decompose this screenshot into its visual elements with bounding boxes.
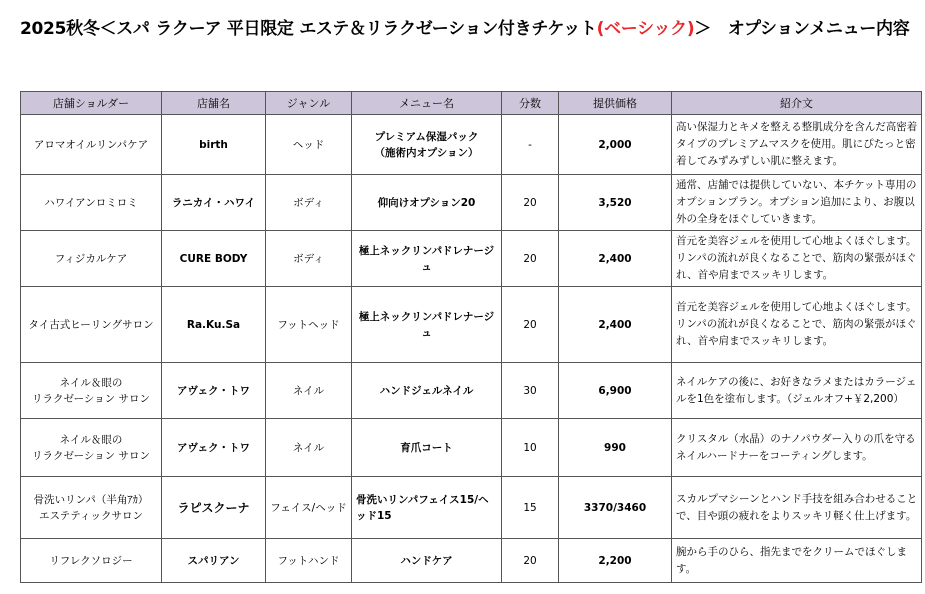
cell-minutes: - [502, 115, 559, 175]
table-row [21, 231, 922, 287]
cell-shoulder: ネイル＆眼の リラクゼーション サロン [21, 363, 162, 419]
cell-shoulder: フィジカルケア [21, 231, 162, 287]
cell-desc: 通常、店舗では提供していない、本チケット専用のオプションプラン。オプション追加により、お腹以外の全身をほぐしていきます。 [672, 175, 922, 231]
cell-desc: 高い保湿力とキメを整える整肌成分を含んだ高密着タイプのプレミアムマスクを使用。肌にぴたっと密着してみずみずしい肌に整えます。 [672, 115, 922, 175]
cell-minutes: 20 [502, 231, 559, 287]
cell-menu: 仰向けオプション20 [352, 175, 502, 231]
cell-shoulder: リフレクソロジー [21, 539, 162, 583]
cell-genre: ヘッド [266, 115, 352, 175]
header-price: 提供価格 [559, 92, 672, 115]
cell-shoulder: タイ古式ヒーリングサロン [21, 287, 162, 363]
cell-shop: アヴェク・トワ [162, 419, 266, 477]
cell-genre: フットハンド [266, 539, 352, 583]
cell-minutes: 30 [502, 363, 559, 419]
cell-desc: 首元を美容ジェルを使用して心地よくほぐします。リンパの流れが良くなることで、筋肉の緊張がほぐれ、首や肩までスッキリします。 [672, 231, 922, 287]
title-suffix: ＞ オプションメニュー内容 [694, 19, 910, 39]
cell-menu: 極上ネックリンパドレナージュ [352, 231, 502, 287]
cell-price: 2,400 [559, 287, 672, 363]
cell-shoulder: ハワイアンロミロミ [21, 175, 162, 231]
header-minutes: 分数 [502, 92, 559, 115]
table-row [21, 115, 922, 175]
header-shoulder: 店舗ショルダー [21, 92, 162, 115]
table-header-row [21, 92, 922, 115]
cell-genre: ネイル [266, 363, 352, 419]
cell-desc: クリスタル（水晶）のナノパウダー入りの爪を守るネイルハードナーをコーティングします。 [672, 419, 922, 477]
cell-menu: ハンドジェルネイル [352, 363, 502, 419]
header-desc: 紹介文 [672, 92, 922, 115]
table-row [21, 287, 922, 363]
cell-minutes: 20 [502, 175, 559, 231]
cell-desc: スカルプマシーンとハンド手技を組み合わせることで、目や頭の疲れをよりスッキリ軽く仕上げます。 [672, 477, 922, 539]
cell-desc: 首元を美容ジェルを使用して心地よくほぐします。リンパの流れが良くなることで、筋肉の緊張がほぐれ、首や肩までスッキリします。 [672, 287, 922, 363]
cell-genre: ボディ [266, 175, 352, 231]
header-genre: ジャンル [266, 92, 352, 115]
cell-shop: CURE BODY [162, 231, 266, 287]
cell-minutes: 10 [502, 419, 559, 477]
cell-shop: birth [162, 115, 266, 175]
cell-shop: ラニカイ・ハワイ [162, 175, 266, 231]
cell-menu: プレミアム保湿パック （施術内オプション） [352, 115, 502, 175]
cell-genre: フットヘッド [266, 287, 352, 363]
cell-price: 3,520 [559, 175, 672, 231]
cell-genre: ボディ [266, 231, 352, 287]
cell-shoulder: 骨洗いリンパ（半角ｱｶ） エステティックサロン [21, 477, 162, 539]
table-row [21, 363, 922, 419]
cell-shop: アヴェク・トワ [162, 363, 266, 419]
table-row [21, 175, 922, 231]
cell-genre: フェイス/ヘッド [266, 477, 352, 539]
cell-shop: ラピスクーナ [162, 477, 266, 539]
cell-price: 2,200 [559, 539, 672, 583]
cell-price: 6,900 [559, 363, 672, 419]
cell-minutes: 20 [502, 539, 559, 583]
header-menu: メニュー名 [352, 92, 502, 115]
cell-desc: 腕から手のひら、指先までをクリームでほぐします。 [672, 539, 922, 583]
table-row [21, 419, 922, 477]
page-title [20, 14, 920, 38]
title-highlight: (ベーシック) [596, 19, 695, 39]
cell-price: 3370/3460 [559, 477, 672, 539]
title-prefix: 2025秋冬＜スパ ラクーア 平日限定 エステ＆リラクゼーション付きチケット [20, 19, 597, 39]
cell-shop: スパリアン [162, 539, 266, 583]
cell-minutes: 20 [502, 287, 559, 363]
cell-price: 2,000 [559, 115, 672, 175]
cell-shoulder: ネイル＆眼の リラクゼーション サロン [21, 419, 162, 477]
cell-genre: ネイル [266, 419, 352, 477]
cell-shop: Ra.Ku.Sa [162, 287, 266, 363]
cell-shoulder: アロマオイルリンパケア [21, 115, 162, 175]
cell-menu: 骨洗いリンパフェイス15/ヘッド15 [352, 477, 502, 539]
header-shop: 店舗名 [162, 92, 266, 115]
cell-menu: ハンドケア [352, 539, 502, 583]
cell-desc: ネイルケアの後に、お好きなラメまたはカラージェルを1色を塗布します。（ジェルオフ+￥2,200） [672, 363, 922, 419]
cell-price: 2,400 [559, 231, 672, 287]
cell-price: 990 [559, 419, 672, 477]
cell-menu: 育爪コート [352, 419, 502, 477]
table-row [21, 539, 922, 583]
table-row [21, 477, 922, 539]
option-menu-table [20, 91, 922, 583]
cell-minutes: 15 [502, 477, 559, 539]
cell-menu: 極上ネックリンパドレナージュ [352, 287, 502, 363]
